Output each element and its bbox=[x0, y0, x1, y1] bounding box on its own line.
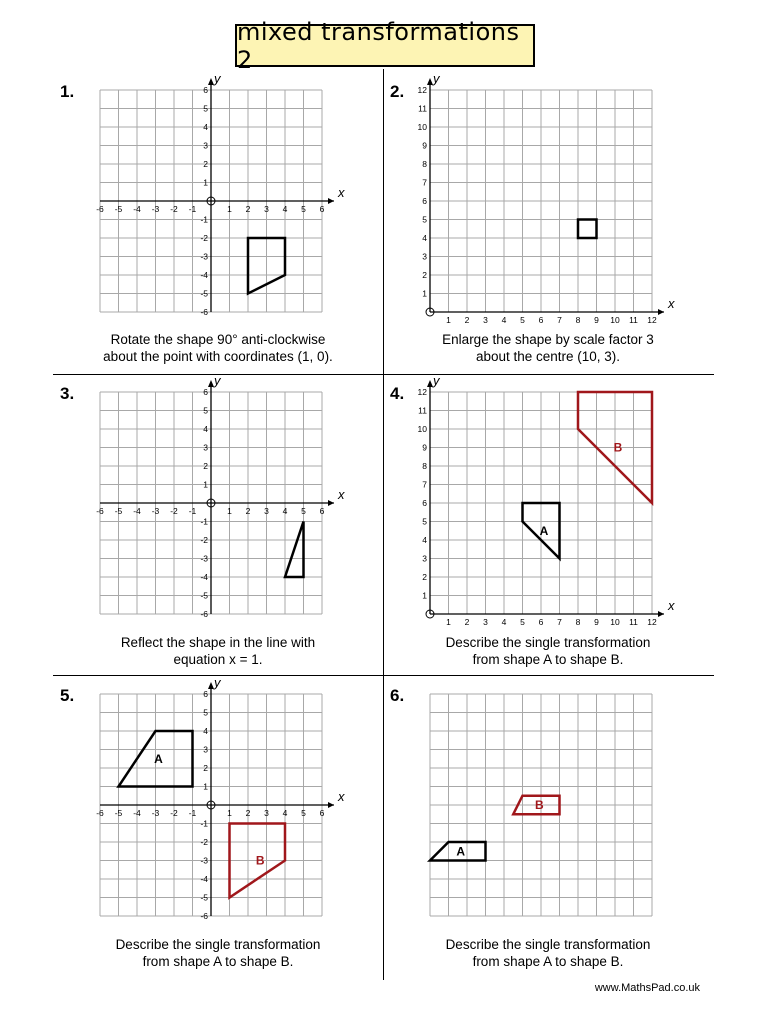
x-tick-label: 5 bbox=[520, 617, 525, 627]
question-1-caption-line-1: Rotate the shape 90° anti-clockwise bbox=[110, 332, 326, 347]
y-tick-label: 9 bbox=[422, 442, 427, 453]
x-tick-label: 12 bbox=[647, 315, 657, 325]
y-tick-label: -2 bbox=[200, 837, 208, 847]
y-tick-label: 8 bbox=[422, 159, 427, 169]
question-1-caption-line-2: about the point with coordinates (1, 0). bbox=[103, 349, 333, 364]
y-tick-label: 5 bbox=[203, 103, 208, 114]
y-tick-label: -1 bbox=[200, 516, 208, 527]
x-axis-arrow-icon bbox=[328, 500, 334, 506]
question-2-caption-line-1: Enlarge the shape by scale factor 3 bbox=[442, 332, 654, 347]
x-tick-label: 2 bbox=[245, 808, 251, 818]
x-tick-label: 5 bbox=[301, 808, 306, 818]
x-tick-label: 4 bbox=[501, 315, 507, 325]
x-tick-label: 12 bbox=[647, 617, 657, 627]
x-tick-label: 6 bbox=[538, 315, 544, 325]
x-tick-label: 3 bbox=[264, 808, 269, 818]
question-3-grid bbox=[80, 372, 380, 634]
x-tick-label: 8 bbox=[575, 617, 581, 627]
y-tick-label: 1 bbox=[203, 177, 208, 188]
x-tick-label: 2 bbox=[464, 617, 470, 627]
x-axis-arrow-icon bbox=[658, 611, 664, 617]
y-tick-label: 6 bbox=[203, 85, 208, 95]
question-6-number: 6. bbox=[390, 686, 405, 705]
question-6-caption-line-2: from shape A to shape B. bbox=[472, 954, 624, 969]
x-tick-label: -1 bbox=[188, 204, 197, 214]
x-tick-label: 10 bbox=[610, 617, 620, 627]
x-axis-arrow-icon bbox=[328, 198, 334, 204]
shape bbox=[285, 522, 304, 578]
y-tick-label: -3 bbox=[200, 251, 208, 262]
y-tick-label: -3 bbox=[200, 553, 208, 564]
y-tick-label: 10 bbox=[417, 424, 427, 434]
y-tick-label: 11 bbox=[418, 405, 427, 416]
x-tick-label: -3 bbox=[151, 506, 160, 516]
y-tick-label: -6 bbox=[200, 911, 208, 921]
y-axis-label: y bbox=[433, 71, 440, 86]
shape-b-label: B bbox=[255, 853, 265, 868]
vertical-divider bbox=[383, 69, 384, 980]
x-tick-label: -4 bbox=[133, 204, 141, 214]
question-5-caption-line-2: from shape A to shape B. bbox=[142, 954, 294, 969]
y-tick-label: -6 bbox=[200, 609, 208, 619]
question-3-caption-line-2: equation x = 1. bbox=[173, 652, 263, 667]
question-3-number: 3. bbox=[60, 384, 75, 403]
y-tick-label: 6 bbox=[422, 498, 427, 508]
y-tick-label: 11 bbox=[418, 103, 427, 114]
x-tick-label: 6 bbox=[319, 808, 325, 818]
shape bbox=[578, 220, 597, 239]
y-tick-label: -4 bbox=[200, 572, 208, 582]
question-5-grid bbox=[80, 674, 380, 936]
y-tick-label: 4 bbox=[203, 122, 208, 132]
question-2-grid bbox=[410, 70, 710, 332]
shape-a-label: A bbox=[456, 844, 466, 859]
x-tick-label: 4 bbox=[282, 204, 288, 214]
question-4-grid bbox=[410, 372, 710, 634]
y-tick-label: -2 bbox=[200, 233, 208, 243]
y-tick-label: 3 bbox=[203, 744, 208, 755]
x-tick-label: -6 bbox=[96, 506, 104, 516]
x-tick-label: 4 bbox=[501, 617, 507, 627]
y-tick-label: -2 bbox=[200, 535, 208, 545]
y-axis-label: y bbox=[214, 675, 221, 690]
x-tick-label: 1 bbox=[446, 617, 451, 627]
y-tick-label: 7 bbox=[422, 479, 427, 490]
x-tick-label: -5 bbox=[114, 506, 123, 516]
x-tick-label: 3 bbox=[264, 506, 269, 516]
y-tick-label: 6 bbox=[203, 387, 208, 397]
y-tick-label: -4 bbox=[200, 874, 208, 884]
question-1-grid bbox=[80, 70, 380, 332]
x-axis-label: x bbox=[668, 296, 675, 311]
y-tick-label: 6 bbox=[422, 196, 427, 206]
question-5-number: 5. bbox=[60, 686, 75, 705]
question-1-number: 1. bbox=[60, 82, 75, 101]
question-6-caption-line-1: Describe the single transformation bbox=[445, 937, 651, 952]
y-tick-label: 3 bbox=[203, 140, 208, 151]
x-tick-label: -2 bbox=[170, 506, 178, 516]
x-tick-label: 1 bbox=[227, 204, 232, 214]
y-tick-label: 9 bbox=[422, 140, 427, 151]
question-3-caption bbox=[53, 634, 383, 668]
y-tick-label: -5 bbox=[200, 288, 208, 299]
x-tick-label: 9 bbox=[594, 315, 599, 325]
x-tick-label: 2 bbox=[245, 204, 251, 214]
y-tick-label: 5 bbox=[422, 516, 427, 527]
question-2-caption bbox=[383, 331, 713, 365]
x-tick-label: -2 bbox=[170, 204, 178, 214]
x-tick-label: 3 bbox=[483, 617, 488, 627]
y-tick-label: 10 bbox=[417, 122, 427, 132]
y-tick-label: 2 bbox=[422, 572, 427, 582]
x-tick-label: 10 bbox=[610, 315, 620, 325]
y-axis-label: y bbox=[214, 373, 221, 388]
y-tick-label: 12 bbox=[417, 387, 427, 397]
x-tick-label: 1 bbox=[446, 315, 451, 325]
x-tick-label: 9 bbox=[594, 617, 599, 627]
y-tick-label: -4 bbox=[200, 270, 208, 280]
y-tick-label: -5 bbox=[200, 892, 208, 903]
y-tick-label: 3 bbox=[422, 553, 427, 564]
x-tick-label: -3 bbox=[151, 808, 160, 818]
x-tick-label: 3 bbox=[483, 315, 488, 325]
x-tick-label: 8 bbox=[575, 315, 581, 325]
worksheet-title: mixed transformations 2 bbox=[235, 24, 535, 67]
shape-b-label: B bbox=[535, 798, 544, 812]
x-axis-label: x bbox=[668, 598, 675, 613]
x-axis-label: x bbox=[338, 789, 345, 804]
x-tick-label: 5 bbox=[301, 506, 306, 516]
y-axis-label: y bbox=[214, 71, 221, 86]
y-tick-label: 4 bbox=[422, 535, 427, 545]
y-tick-label: 2 bbox=[203, 159, 208, 169]
y-tick-label: 2 bbox=[422, 270, 427, 280]
y-tick-label: 5 bbox=[422, 214, 427, 225]
y-tick-label: -5 bbox=[200, 590, 208, 601]
y-tick-label: -6 bbox=[200, 307, 208, 317]
x-axis-label: x bbox=[338, 487, 345, 502]
y-tick-label: 1 bbox=[203, 479, 208, 490]
x-tick-label: -2 bbox=[170, 808, 178, 818]
y-tick-label: 3 bbox=[422, 251, 427, 262]
x-tick-label: 6 bbox=[538, 617, 544, 627]
y-tick-label: 7 bbox=[422, 177, 427, 188]
y-tick-label: 2 bbox=[203, 763, 208, 773]
x-tick-label: 4 bbox=[282, 808, 288, 818]
y-tick-label: 2 bbox=[203, 461, 208, 471]
question-4-number: 4. bbox=[390, 384, 405, 403]
x-tick-label: -5 bbox=[114, 204, 123, 214]
y-tick-label: 5 bbox=[203, 405, 208, 416]
x-tick-label: 1 bbox=[227, 506, 232, 516]
x-tick-label: 5 bbox=[301, 204, 306, 214]
question-4-caption-line-2: from shape A to shape B. bbox=[472, 652, 624, 667]
shape-a-label: A bbox=[154, 751, 163, 766]
x-tick-label: -5 bbox=[114, 808, 123, 818]
question-6-grid bbox=[410, 674, 710, 936]
x-tick-label: -4 bbox=[133, 506, 141, 516]
x-tick-label: 4 bbox=[282, 506, 288, 516]
x-tick-label: 5 bbox=[520, 315, 525, 325]
x-axis-label: x bbox=[338, 185, 345, 200]
footer-url: www.MathsPad.co.uk bbox=[594, 982, 700, 994]
y-tick-label: 8 bbox=[422, 461, 427, 471]
y-tick-label: -1 bbox=[200, 214, 208, 225]
x-tick-label: 1 bbox=[227, 808, 232, 818]
x-tick-label: -1 bbox=[188, 506, 197, 516]
x-tick-label: 6 bbox=[319, 204, 325, 214]
x-tick-label: -1 bbox=[188, 808, 197, 818]
y-tick-label: 1 bbox=[422, 590, 427, 601]
x-tick-label: 2 bbox=[245, 506, 251, 516]
question-4-caption-line-1: Describe the single transformation bbox=[445, 635, 651, 650]
x-axis-arrow-icon bbox=[328, 802, 334, 808]
y-tick-label: 4 bbox=[203, 424, 208, 434]
question-4-caption bbox=[383, 634, 713, 668]
y-tick-label: 3 bbox=[203, 442, 208, 453]
shape-b-label: B bbox=[613, 440, 623, 455]
x-tick-label: -6 bbox=[96, 808, 104, 818]
question-6-caption bbox=[383, 936, 713, 970]
y-tick-label: -3 bbox=[200, 855, 208, 866]
y-tick-label: 12 bbox=[417, 85, 427, 95]
y-tick-label: 1 bbox=[422, 288, 427, 299]
question-5-caption bbox=[53, 936, 383, 970]
question-5-caption-line-1: Describe the single transformation bbox=[115, 937, 321, 952]
x-tick-label: 3 bbox=[264, 204, 269, 214]
x-tick-label: 11 bbox=[629, 315, 638, 325]
y-tick-label: 6 bbox=[203, 689, 208, 699]
x-tick-label: 6 bbox=[319, 506, 325, 516]
x-tick-label: -6 bbox=[96, 204, 104, 214]
shape-a-label: A bbox=[539, 523, 549, 538]
y-tick-label: 5 bbox=[203, 707, 208, 718]
question-1-caption bbox=[53, 331, 383, 365]
question-2-number: 2. bbox=[390, 82, 405, 101]
y-tick-label: 4 bbox=[422, 233, 427, 243]
x-tick-label: -3 bbox=[151, 204, 160, 214]
x-tick-label: 7 bbox=[557, 315, 562, 325]
y-tick-label: -1 bbox=[200, 818, 208, 829]
x-axis-arrow-icon bbox=[658, 309, 664, 315]
x-tick-label: 7 bbox=[557, 617, 562, 627]
x-tick-label: -4 bbox=[133, 808, 141, 818]
y-tick-label: 4 bbox=[203, 726, 208, 736]
question-2-caption-line-2: about the centre (10, 3). bbox=[475, 349, 621, 364]
x-tick-label: 11 bbox=[629, 617, 638, 627]
question-3-caption-line-1: Reflect the shape in the line with bbox=[120, 635, 316, 650]
y-axis-label: y bbox=[433, 373, 440, 388]
y-tick-label: 1 bbox=[203, 781, 208, 792]
x-tick-label: 2 bbox=[464, 315, 470, 325]
